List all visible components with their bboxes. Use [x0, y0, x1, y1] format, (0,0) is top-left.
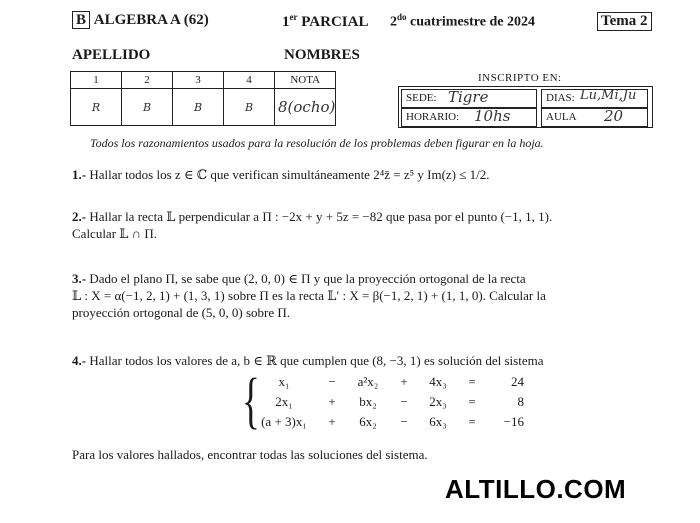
problem-1: [72, 166, 672, 183]
problem-3: [72, 270, 687, 321]
horario-value: 10hs: [474, 107, 511, 125]
system-term: 2x₁: [275, 394, 293, 409]
system-op: +: [328, 414, 336, 429]
exam-header: [72, 12, 672, 29]
apellido-label: APELLIDO: [72, 47, 151, 63]
exam-type: PARCIAL: [301, 14, 369, 30]
grade-header-nota: NOTA: [275, 72, 336, 89]
sede-value: Tigre: [448, 88, 489, 106]
system-rhs: −16: [503, 414, 524, 429]
system-op: +: [328, 394, 336, 409]
grade-header-2: 2: [122, 72, 173, 89]
system-op: +: [400, 374, 408, 389]
exam-ordinal: 1: [282, 14, 290, 30]
problem-3-text-3: proyección ortogonal de (5, 0, 0) sobre Π.: [72, 305, 291, 320]
aula-label: AULA: [546, 111, 577, 123]
grade-value-nota: 8(ocho): [275, 89, 336, 126]
dias-cell: [541, 89, 648, 108]
exam-code: B: [72, 11, 90, 29]
horario-cell: [401, 108, 537, 127]
system-op: =: [468, 374, 476, 389]
system-term: 6x₂: [359, 414, 377, 429]
inscripto-box: [398, 86, 653, 128]
sede-label: SEDE:: [406, 92, 437, 104]
system-term: 2x₃: [429, 394, 447, 409]
grade-value-4: B: [224, 89, 275, 126]
system-term: 4x₃: [429, 374, 447, 389]
dias-label: DIAS:: [546, 92, 575, 104]
system-row: [248, 393, 524, 413]
sede-cell: [401, 89, 537, 108]
grade-header-1: 1: [71, 72, 122, 89]
aula-value: 20: [604, 107, 624, 125]
term-ordinal: 2: [390, 14, 397, 30]
problem-2-number: 2.-: [72, 209, 87, 224]
system-row: [248, 373, 524, 393]
grade-header-4: 4: [224, 72, 275, 89]
system-row: [248, 413, 524, 433]
system-rhs: 24: [511, 374, 524, 389]
term: [390, 12, 535, 31]
exam-name: [282, 12, 368, 31]
grade-header-3: 3: [173, 72, 224, 89]
dias-value: Lu,Mi,Ju: [580, 88, 637, 103]
problem-4-text-2: Para los valores hallados, encontrar todas las soluciones del sistema.: [72, 447, 428, 462]
subject: ALGEBRA A (62): [93, 12, 209, 28]
problem-1-text: Hallar todos los z ∈ ℂ que verifican simultáneamente 2⁴z̄ = z⁵ y Im(z) ≤ 1/2.: [89, 167, 490, 182]
term-text: cuatrimestre de 2024: [410, 14, 535, 30]
system-op: −: [400, 394, 408, 409]
problem-3-text-2: 𝕃 : X = α(−1, 2, 1) + (1, 3, 1) sobre Π es la recta 𝕃′ : X = β(−1, 2, 1) + (1, 1, 0). Calcular la: [72, 288, 546, 303]
system-rhs: 8: [517, 394, 524, 409]
linear-system: [248, 373, 524, 433]
problem-4-text: Hallar todos los valores de a, b ∈ ℝ que cumplen que (8, −3, 1) es solución del sistema: [89, 353, 544, 368]
grades-table: [70, 71, 336, 126]
problem-2-text: Hallar la recta 𝕃 perpendicular a Π : −2x + y + 5z = −82 que pasa por el punto (−1, 1, 1).: [89, 209, 553, 224]
system-term: a²x₂: [357, 374, 379, 389]
instructions-note: Todos los razonamientos usados para la resolución de los problemas deben figurar en la hoja.: [90, 136, 544, 150]
problem-2: [72, 208, 682, 242]
horario-label: HORARIO:: [406, 111, 460, 123]
aula-cell: [541, 108, 648, 127]
term-ordinal-sup: do: [397, 12, 407, 22]
system-term: (a + 3)x₁: [261, 414, 307, 429]
system-brace: {: [241, 367, 260, 435]
problem-4: [72, 352, 687, 369]
system-op: =: [468, 414, 476, 429]
system-op: =: [468, 394, 476, 409]
system-op: −: [400, 414, 408, 429]
inscripto-title: INSCRIPTO EN:: [478, 72, 562, 84]
problem-1-number: 1.-: [72, 167, 87, 182]
tema-badge: Tema 2: [597, 12, 652, 31]
system-term: x₁: [278, 374, 290, 389]
system-term: bx₂: [359, 394, 377, 409]
exam-ordinal-sup: er: [289, 12, 298, 22]
problem-3-text: Dado el plano Π, se sabe que (2, 0, 0) ∈ Π y que la proyección ortogonal de la recta: [89, 271, 526, 286]
grade-value-1: R: [71, 89, 122, 126]
grade-value-2: B: [122, 89, 173, 126]
grade-value-3: B: [173, 89, 224, 126]
problem-2-text-2: Calcular 𝕃 ∩ Π.: [72, 226, 157, 241]
problem-4-number: 4.-: [72, 353, 87, 368]
nombres-label: NOMBRES: [284, 47, 360, 63]
system-op: −: [328, 374, 336, 389]
altillo-watermark: ALTILLO.COM: [445, 474, 627, 504]
system-term: 6x₃: [429, 414, 447, 429]
problem-3-number: 3.-: [72, 271, 87, 286]
